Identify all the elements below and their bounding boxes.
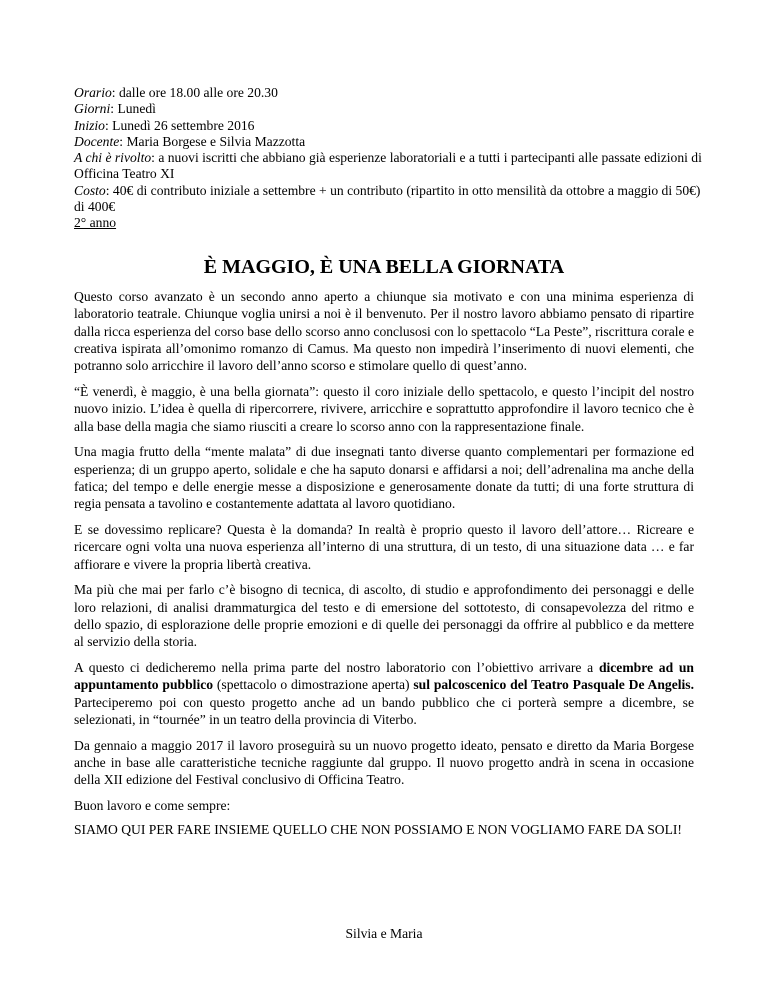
info-inizio — [74, 118, 704, 134]
course-info — [74, 85, 704, 232]
paragraph-2: “È venerdì, è maggio, è una bella giornata”: questo il coro iniziale dello spettacolo, e questo l’incipit del nostro nuovo inizio. L’idea è quella di ripercorrere, rivivere, arricchire e soprattutto approfondire il lavoro tecnico che è alla base della magia che siamo riusciti a creare lo scorso anno con la rappresentazione finale. — [74, 383, 694, 434]
rivolto-value: : a nuovi iscritti che abbiano già esperienze laboratoriali e a tutti i partecipanti alle passate edizioni di Officina Teatro XI — [74, 150, 702, 182]
costo-label: Costo — [74, 182, 106, 198]
paragraph-8: Buon lavoro e come sempre: — [74, 798, 231, 814]
info-docente — [74, 134, 704, 150]
rivolto-label: A chi è rivolto — [74, 150, 152, 166]
docente-label: Docente — [74, 133, 120, 149]
signature: Silvia e Maria — [345, 926, 423, 941]
info-orario — [74, 85, 704, 101]
costo-value: : 40€ di contributo iniziale a settembre + un contributo (ripartito in otto mensilità da ottobre a maggio di 50€) di 400€ — [74, 182, 701, 215]
giorni-value: : Lunedì — [110, 101, 156, 117]
info-giorni — [74, 101, 704, 117]
document-body — [74, 288, 694, 846]
info-rivolto — [74, 150, 704, 183]
paragraph-3: Una magia frutto della “mente malata” di due insegnati tanto diverse quanto complementari per formazione ed esperienza; di un gruppo aperto, solidale e che ha saputo donarsi e affidarsi a noi; dell’adrenalina ma anche della fatica; del tempo e delle energie messe a disposizione e generosamente donate da tutti; di una forte struttura di regia pensata a tavolino e costantemente adattata al lavoro quotidiano. — [74, 444, 694, 512]
document-title: È MAGGIO, È UNA BELLA GIORNATA — [203, 256, 565, 278]
info-costo — [74, 183, 704, 216]
orario-value: : dalle ore 18.00 alle ore 20.30 — [111, 85, 278, 100]
paragraph-9: SIAMO QUI PER FARE INSIEME QUELLO CHE NON POSSIAMO E NON VOGLIAMO FARE DA SOLI! — [74, 821, 682, 837]
giorni-label: Giorni — [74, 101, 111, 117]
inizio-value: : Lunedì 26 settembre 2016 — [104, 117, 255, 133]
year-label: 2° anno — [74, 215, 117, 231]
p6-bold-appointment: dicembre ad un appuntamento pubblico — [74, 660, 694, 693]
p6-text-e: Parteciperemo poi con questo progetto anche ad un bando pubblico che ci porterà sempre a dicembre, se selezionati, in “tournée” in un teatro della provincia di Viterbo. — [74, 694, 694, 728]
paragraph-5: Ma più che mai per farlo c’è bisogno di tecnica, di ascolto, di studio e approfondimento dei personaggi e delle loro relazioni, di analisi drammaturgica del testo e di emersione del sottotesto, di consapevolezza del ritmo e dello spazio, di esplorazione delle proprie emozioni e di quelle dei personaggi da offrire al pubblico e da mettere al servizio della storia. — [74, 582, 694, 650]
paragraph-7: Da gennaio a maggio 2017 il lavoro proseguirà su un nuovo progetto ideato, pensato e diretto da Maria Borgese anche in base alle caratteristiche tecniche raggiunte dal gruppo. Il nuovo progetto andrà in scena in occasione della XII edizione del Festival conclusivo di Officina Teatro. — [74, 737, 694, 788]
p6-text-c: (spettacolo o dimostrazione aperta) — [213, 677, 414, 693]
docente-value: : Maria Borgese e Silvia Mazzotta — [119, 133, 306, 149]
p6-bold-theatre: sul palcoscenico del Teatro Pasquale De Angelis. — [413, 677, 694, 693]
inizio-label: Inizio — [74, 117, 105, 133]
orario-label: Orario — [74, 85, 112, 100]
p6-text-a: A questo ci dedicheremo nella prima parte del nostro laboratorio con l’obiettivo arrivare a — [74, 660, 599, 676]
paragraph-6 — [74, 659, 694, 728]
paragraph-1: Questo corso avanzato è un secondo anno aperto a chiunque sia motivato e con una minima esperienza di laboratorio teatrale. Chiunque voglia unirsi a noi è il benvenuto. Per il nostro lavoro abbiamo pensato di ripartire dalla ricca esperienza del corso base dello scorso anno conclusosi con lo spettacolo “La Peste”, riscrittura corale e creativa ispirata all’omonimo romanzo di Camus. Ma questo non impedirà l’inserimento di nuovi elementi, che potranno solo arricchire il lavoro dell’anno scorso e stimolare quello di quest’anno. — [74, 289, 694, 374]
paragraph-4: E se dovessimo replicare? Questa è la domanda? In realtà è proprio questo il lavoro dell’attore… Ricreare e ricercare ogni volta una nuova esperienza all’interno di una struttura, di un testo, di una situazione data … e far affiorare e vivere la propria libertà creativa. — [74, 522, 694, 572]
